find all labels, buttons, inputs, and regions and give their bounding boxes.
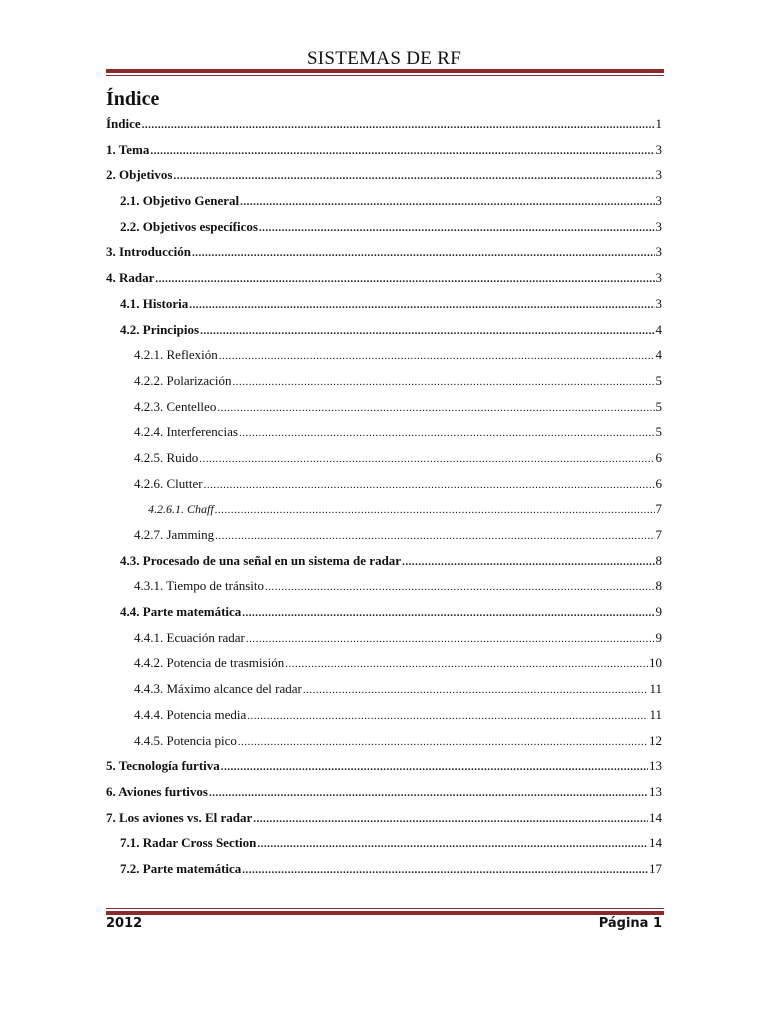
header-rule (106, 69, 664, 76)
toc-entry-page: 14 (649, 835, 662, 851)
toc-entry-title: 4.2.6. Clutter (134, 475, 203, 491)
toc-entry-title: 4.3.1. Tiempo de tránsito (134, 578, 265, 594)
toc-entry-title: 7.1. Radar Cross Section (120, 835, 257, 851)
toc-entry[interactable] (106, 296, 662, 322)
toc-entry-page: 3 (655, 193, 662, 209)
toc-entry[interactable] (106, 244, 662, 270)
toc-entry[interactable] (106, 758, 662, 784)
dot-leader (242, 607, 654, 619)
toc-entry-title: 7. Los aviones vs. El radar (106, 809, 253, 825)
toc-entry[interactable] (106, 835, 662, 861)
toc-entry[interactable] (106, 604, 662, 630)
toc-entry-title: 4.3. Procesado de una señal en un sistema de radar (120, 552, 402, 568)
toc-entry-title: 4.4.4. Potencia media (134, 706, 247, 722)
toc-entry-page: 5 (655, 424, 662, 440)
toc-entry[interactable] (106, 501, 662, 527)
toc-entry[interactable] (106, 630, 662, 656)
toc-entry[interactable] (106, 784, 662, 810)
toc-heading: Índice (106, 88, 160, 110)
toc-entry-title: 4.4.5. Potencia pico (134, 732, 237, 748)
dot-leader (217, 402, 654, 414)
dot-leader (150, 145, 654, 157)
dot-leader (259, 222, 655, 234)
toc-entry-title: 4. Radar (106, 270, 155, 286)
toc-entry-page: 13 (649, 758, 662, 774)
toc-entry-page: 10 (649, 655, 662, 671)
toc-entry-title: 4.2.4. Interferencias (134, 424, 238, 440)
toc-entry-page: 11 (649, 681, 662, 697)
toc-entry[interactable] (106, 553, 662, 579)
dot-leader (199, 453, 654, 465)
toc-entry[interactable] (106, 655, 662, 681)
toc-entry-page: 17 (649, 860, 662, 876)
toc-entry[interactable] (106, 219, 662, 245)
toc-entry-page: 1 (655, 116, 662, 131)
toc-entry-title: 4.2.7. Jamming (134, 527, 215, 542)
toc-entry-page: 8 (655, 552, 662, 568)
toc-entry-page: 3 (655, 270, 662, 286)
footer-rule (106, 908, 664, 915)
toc-entry[interactable] (106, 142, 662, 168)
page-footer (106, 916, 662, 931)
page-header-title: SISTEMAS DE RF (306, 48, 462, 69)
dot-leader (257, 838, 648, 850)
toc-entry-title: 4.4.2. Potencia de trasmisión (134, 655, 285, 671)
toc-entry-title: 2. Objetivos (106, 167, 173, 183)
toc-entry-title: 4.2. Principios (120, 321, 200, 337)
toc-entry-title: 4.2.5. Ruido (134, 449, 199, 465)
footer-page-label: Página 1 (598, 916, 662, 931)
dot-leader (209, 787, 648, 799)
toc-entry[interactable] (106, 347, 662, 373)
toc-entry[interactable] (106, 373, 662, 399)
toc-entry-title: 4.2.6.1. Chaff (148, 502, 214, 517)
dot-leader (265, 581, 654, 593)
toc-entry-page: 7 (655, 501, 662, 517)
toc-entry-title: 4.4.1. Ecuación radar (134, 629, 245, 645)
toc-entry-page: 6 (655, 449, 662, 465)
dot-leader (200, 325, 654, 337)
toc-entry-title: 4.2.3. Centelleo (134, 398, 217, 414)
toc-entry[interactable] (106, 810, 662, 836)
toc-entry-page: 14 (649, 809, 662, 825)
toc-entry-title: Índice (106, 116, 141, 131)
toc-entry-page: 8 (655, 578, 662, 594)
toc-entry-title: 3. Introducción (106, 244, 191, 260)
toc-entry[interactable] (106, 578, 662, 604)
toc-entry-page: 11 (649, 706, 662, 722)
toc-entry-title: 4.4.3. Máximo alcance del radar (134, 681, 302, 697)
dot-leader (142, 119, 655, 131)
dot-leader (253, 813, 648, 825)
toc-entry-page: 6 (655, 475, 662, 491)
dot-leader (215, 504, 655, 516)
toc-entry-title: 4.2.1. Reflexión (134, 347, 218, 363)
toc-entry-page: 5 (655, 372, 662, 388)
dot-leader (192, 247, 655, 259)
toc-entry-page: 4 (655, 321, 662, 337)
toc-entry[interactable] (106, 681, 662, 707)
dot-leader (232, 376, 654, 388)
toc-entry[interactable] (106, 193, 662, 219)
dot-leader (285, 658, 648, 670)
toc-entry-page: 3 (655, 141, 662, 157)
toc-entry-title: 2.2. Objetivos específicos (120, 218, 258, 234)
toc-entry-title: 4.4. Parte matemática (120, 604, 242, 620)
dot-leader (204, 479, 655, 491)
toc-entry-page: 4 (655, 347, 662, 363)
dot-leader (402, 556, 654, 568)
dot-leader (239, 427, 655, 439)
dot-leader (240, 196, 654, 208)
toc-entry-page: 12 (649, 732, 662, 748)
toc-entry-title: 1. Tema (106, 141, 150, 157)
toc-entry[interactable] (106, 424, 662, 450)
toc-entry-page: 3 (655, 218, 662, 234)
toc-entry[interactable] (106, 527, 662, 553)
toc-entry[interactable] (106, 116, 662, 142)
dot-leader (303, 684, 649, 696)
table-of-contents (106, 116, 662, 887)
dot-leader (247, 710, 648, 722)
toc-entry[interactable] (106, 167, 662, 193)
toc-entry-page: 7 (655, 527, 662, 542)
toc-entry[interactable] (106, 270, 662, 296)
toc-entry[interactable] (106, 707, 662, 733)
toc-entry-title: 6. Aviones furtivos (106, 783, 208, 799)
toc-entry[interactable] (106, 450, 662, 476)
toc-entry-page: 9 (655, 604, 662, 620)
dot-leader (246, 633, 655, 645)
toc-entry-title: 2.1. Objetivo General (120, 193, 240, 209)
dot-leader (189, 299, 654, 311)
toc-entry-title: 5. Tecnología furtiva (106, 758, 220, 774)
dot-leader (219, 350, 655, 362)
dot-leader (155, 273, 654, 285)
toc-entry-title: 4.1. Historia (120, 295, 189, 311)
toc-entry-page: 3 (655, 244, 662, 260)
toc-entry-page: 13 (649, 783, 662, 799)
toc-entry[interactable] (106, 322, 662, 348)
toc-entry-page: 9 (655, 629, 662, 645)
dot-leader (242, 864, 648, 876)
toc-entry-page: 3 (655, 167, 662, 183)
toc-entry-page: 3 (655, 295, 662, 311)
dot-leader (215, 530, 654, 542)
footer-year: 2012 (106, 916, 143, 931)
toc-entry[interactable] (106, 733, 662, 759)
dot-leader (173, 170, 654, 182)
toc-entry-page: 5 (655, 398, 662, 414)
toc-entry[interactable] (106, 399, 662, 425)
toc-entry-title: 4.2.2. Polarización (134, 372, 232, 388)
toc-entry-title: 7.2. Parte matemática (120, 860, 242, 876)
toc-entry[interactable] (106, 476, 662, 502)
dot-leader (221, 761, 648, 773)
toc-entry[interactable] (106, 861, 662, 887)
dot-leader (238, 736, 648, 748)
